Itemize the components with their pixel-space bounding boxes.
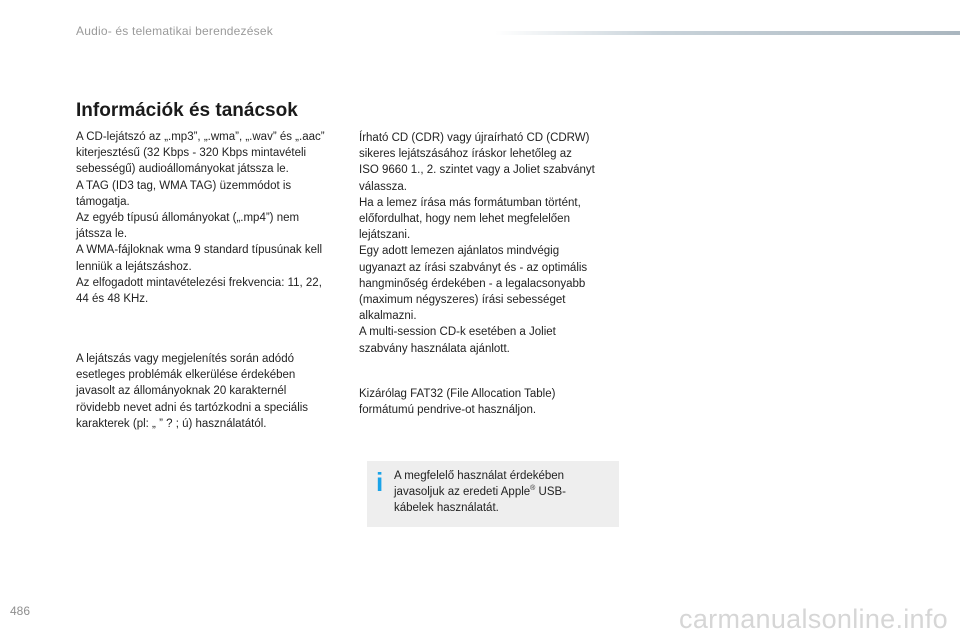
info-text-segment: javasoljuk az eredeti Apple: [394, 486, 531, 499]
text-line: játssza le.: [76, 228, 128, 241]
text-line: ugyanazt az írási szabványt és - az optimális: [359, 261, 588, 274]
text-line: szabvány használata ajánlott.: [359, 342, 510, 355]
info-icon: i: [376, 467, 384, 497]
registered-mark: ®: [530, 485, 536, 493]
left-paragraph-2: [76, 351, 338, 432]
text-line: A multi-session CD-k esetében a Joliet: [359, 326, 556, 339]
page-title: Információk és tanácsok: [76, 100, 298, 121]
left-paragraph-1: [76, 129, 338, 307]
header-rule: [495, 31, 960, 35]
text-line: sebességű) audioállományokat játssza le.: [76, 163, 289, 176]
text-line: 44 és 48 KHz.: [76, 293, 149, 306]
text-line: rövidebb nevet adni és tartózkodni a speciális: [76, 401, 309, 414]
text-line: formátumú pendrive-ot használjon.: [359, 404, 537, 417]
text-line: A TAG (ID3 tag, WMA TAG) üzemmódot is: [76, 179, 292, 192]
info-text: [394, 468, 614, 517]
header-section-title: Audio- és telematikai berendezések: [76, 24, 273, 38]
text-line: (maximum négyszeres) írási sebességet: [359, 294, 566, 307]
right-paragraph-1: [359, 130, 621, 357]
text-line: karakterek (pl: „ ” ? ; ú) használatától.: [76, 417, 267, 430]
info-text-line: [394, 484, 614, 500]
right-paragraph-2: [359, 386, 621, 418]
text-line: válassza.: [359, 180, 407, 193]
text-line: előfordulhat, hogy nem lehet megfelelően: [359, 213, 570, 226]
info-box: [367, 461, 619, 527]
watermark: carmanualsonline.info: [679, 604, 948, 634]
text-line: Az elfogadott mintavételezési frekvencia: 11, 22,: [76, 276, 322, 289]
text-line: sikeres lejátszásához íráskor lehetőleg az: [359, 148, 572, 161]
text-line: Kizárólag FAT32 (File Allocation Table): [359, 388, 556, 400]
text-line: hangminőség érdekében - a legalacsonyabb: [359, 277, 586, 290]
info-text-line: A megfelelő használat érdekében: [394, 470, 565, 482]
text-line: ISO 9660 1., 2. szintet vagy a Joliet szabványt: [359, 164, 595, 177]
text-line: lenniük a lejátszáshoz.: [76, 260, 192, 273]
text-line: Írható CD (CDR) vagy újraírható CD (CDRW): [359, 132, 590, 144]
text-line: A CD-lejátszó az „.mp3”, „.wma”, „.wav” és „.aac”: [76, 131, 325, 143]
text-line: Egy adott lemezen ajánlatos mindvégig: [359, 245, 560, 258]
info-text-segment: USB-: [535, 486, 567, 499]
info-text-line: kábelek használatát.: [394, 502, 499, 515]
text-line: alkalmazni.: [359, 310, 417, 323]
text-line: A lejátszás vagy megjelenítés során adódó: [76, 353, 294, 365]
text-line: A WMA-fájloknak wma 9 standard típusúnak kell: [76, 244, 323, 257]
text-line: támogatja.: [76, 195, 130, 208]
text-line: javasolt az állományoknak 20 karakternél: [76, 385, 287, 398]
text-line: Az egyéb típusú állományokat („.mp4”) nem: [76, 212, 300, 225]
text-line: kiterjesztésű (32 Kbps - 320 Kbps mintavételi: [76, 147, 307, 160]
text-line: lejátszani.: [359, 229, 411, 242]
page-number: 486: [10, 604, 31, 618]
text-line: Ha a lemez írása más formátumban történt,: [359, 196, 581, 209]
text-line: esetleges problémák elkerülése érdekében: [76, 369, 296, 382]
